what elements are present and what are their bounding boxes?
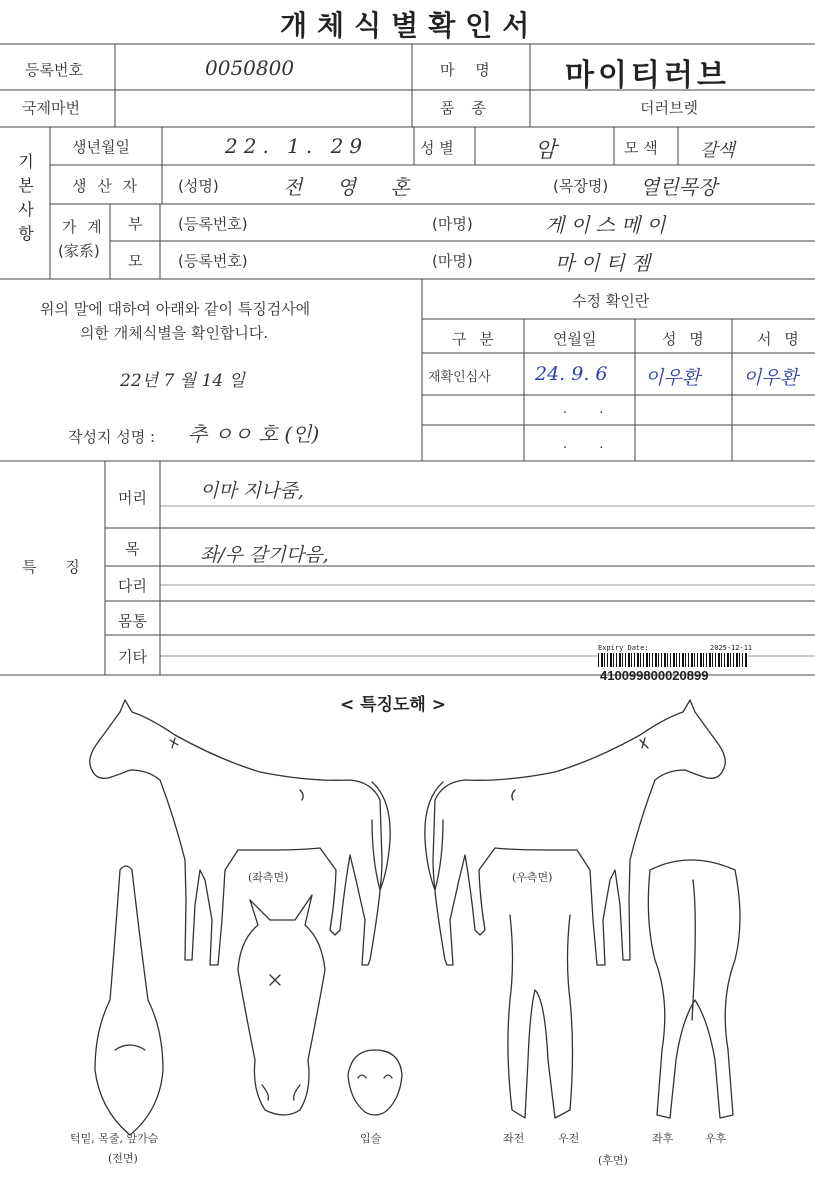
revision-row-type: 재확인심사 [428,370,491,385]
microchip-expiry-label: Expiry Date: [598,644,649,652]
pedigree-label: 가 계 [62,218,105,236]
other-label: 기타 [118,648,147,666]
statement-line1: 위의 말에 대하여 아래와 같이 특징검사에 [40,300,311,318]
breeder-name-sub-label: (성명) [178,177,219,195]
revision-col-type: 구 분 [452,330,498,348]
basic-section-label: 기 본 사 항 [18,152,34,243]
muzzle-caption: 입술 [360,1132,382,1145]
horse-name-label: 마 명 [440,61,498,79]
pedigree-hanja: (家系) [58,242,100,260]
birth-label: 생년월일 [72,138,130,156]
birth-value: 22. 1. 29 [225,134,369,158]
sire-name-value: 게이스메이 [545,213,672,237]
horse-front-neck-drawing [95,866,163,1135]
document-title: 개체식별확인서 [280,9,540,42]
revision-row-date-blank: . . [563,402,618,417]
neck-value: 좌/우 갈기다음, [200,544,329,566]
dam-mname-sub-label: (마명) [432,252,473,270]
microchip-expiry-date: 2025-12-11 [710,644,753,652]
horse-right-side-drawing [425,700,725,965]
breed-label: 품 종 [440,99,492,117]
horse-name-value: 마이티러브 [565,58,730,93]
horse-head-front-drawing [238,895,325,1115]
horse-left-side-drawing [90,700,390,965]
right-side-caption: (우측면) [512,871,553,884]
reg-no-value: 0050800 [205,56,295,80]
breeder-name-value: 전 영 혼 [283,175,424,199]
horse-legs-front-drawing [508,915,573,1118]
farm-name-value: 열린목장 [640,175,718,199]
confirm-date: 22년 7 월 14 일 [120,371,245,391]
revision-row-sign: 이우환 [743,367,799,389]
color-label: 모 색 [624,139,658,157]
legs-left-front-caption: 좌전 [503,1132,525,1145]
writer-label: 작성지 성명 : [68,428,156,446]
reg-no-label: 등록번호 [25,61,83,79]
dam-regno-sub-label: (등록번호) [178,252,248,270]
sire-mname-sub-label: (마명) [432,215,473,233]
revision-col-date: 연월일 [553,330,597,348]
writer-name: 추 ㅇㅇ 호 (인) [188,422,320,446]
rear-caption: (후면) [598,1154,628,1167]
rear-left-caption: 좌후 [652,1132,674,1145]
revision-col-name: 성 명 [662,330,708,348]
sex-value: 암 [535,138,557,163]
breeder-label: 생 산 자 [72,177,141,195]
front-caption-line2: (전면) [108,1152,138,1165]
dam-label: 모 [128,252,143,270]
head-label: 머리 [118,489,147,507]
farm-sub-label: (목장명) [553,177,609,195]
neck-label: 목 [125,540,140,558]
color-value: 갈색 [700,140,735,161]
revision-row-name: 이우환 [645,367,701,389]
diagram-title: < 특징도해 > [340,695,447,715]
intl-name-label: 국제마번 [22,99,80,117]
horse-rear-view-drawing [648,860,740,1118]
revision-col-sign: 서 명 [757,330,803,348]
sire-label: 부 [128,215,143,233]
horse-muzzle-drawing [348,1050,402,1115]
dam-name-value: 마이티젬 [555,251,657,275]
microchip-number: 410099800020899 [600,668,709,683]
sire-regno-sub-label: (등록번호) [178,215,248,233]
left-side-caption: (좌측면) [248,871,289,884]
body-label: 몸통 [118,612,147,630]
breed-value: 더러브렛 [640,99,698,117]
rear-right-caption: 우후 [705,1132,727,1145]
front-caption-line1: 턱밑, 목줄, 앞가슴 [70,1132,159,1145]
legs-right-front-caption: 우전 [558,1132,580,1145]
features-section-label: 특 징 [22,558,92,576]
statement-line2: 의한 개체식별을 확인합니다. [80,324,269,342]
legs-label: 다리 [118,577,147,595]
revision-header: 수정 확인란 [572,292,650,310]
sex-label: 성 별 [420,139,454,157]
head-value: 이마 지나줌, [200,480,304,502]
revision-row-date: 24. 9. 6 [535,363,608,385]
revision-row-date-blank: . . [563,437,618,452]
